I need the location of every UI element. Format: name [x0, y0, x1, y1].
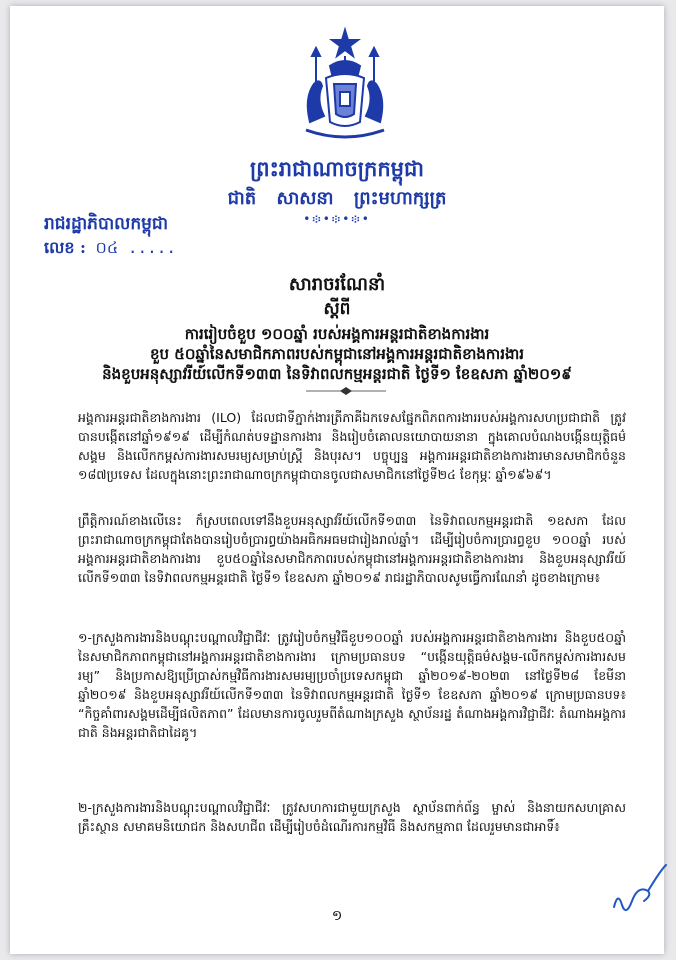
royal-coat-of-arms-icon: [286, 26, 404, 144]
title-divider-ornament: [306, 387, 386, 395]
paragraph-item-2: ២-ក្រសួងការងារនិងបណ្តុះបណ្តាលវិជ្ជាជីវៈ ត្រូវសហការជាមួយក្រសួង ស្ថាប័នពាក់ព័ន្ធ ម្ចាស់ និងនាយកសហគ្រាស គ្រឹះស្ថាន សមាគមនិយោជក និងសហជីព ដើម្បីរៀបចំដំណើរការកម្មវិធី និងសកម្មភាព ដែលរួមមានជាអាទិ៍៖: [78, 800, 626, 834]
handwritten-initial-mark: [608, 861, 668, 921]
title-subject-label: ស្តីពី: [323, 299, 351, 319]
title-line-2: ខួប ៥០ឆ្នាំនៃសមាជិកភាពរបស់កម្ពុជានៅអង្គការអន្តរជាតិខាងការងារ: [150, 345, 524, 363]
header-ornament: •፨•፨•፨•: [303, 212, 371, 226]
document-page: [10, 6, 664, 954]
paragraph-context: ព្រឹត្តិការណ៍ខាងលើនេះ ក៏ស្របពេលទៅនឹងខួបអនុស្សាវរីយ៍លើកទី១៣៣ នៃទិវាពលកម្មអន្តរជាតិ ១ឧសភា ដែលព្រះរាជាណាចក្រកម្ពុជាតែងបានរៀបចំប្រារព្ធយ៉ាងអធិកអធមជារៀងរាល់ឆ្នាំ។ ដើម្បីរៀបចំការប្រារព្ធខួប ១០០ឆ្នាំ របស់អង្គការអន្តរជាតិខាងការងារ ខួប៥០ឆ្នាំនៃសមាជិកភាពរបស់កម្ពុជានៅអង្គការអន្តរជាតិខាងការងារ និងខួបអនុស្សាវរីយ៍លើកទី១៣៣ នៃទិវាពលកម្មអន្តរជាតិ ថ្ងៃទី១ ខែឧសភា ឆ្នាំ២០១៩ រាជរដ្ឋាភិបាលសូមធ្វើការណែនាំ ដូចខាងក្រោម៖: [78, 513, 626, 585]
paragraph-intro: អង្គការអន្តរជាតិខាងការងារ (ILO) ដែលជាទីភ្នាក់ងារត្រីភាគីឯកទេសផ្នែកពិភពការងាររបស់អង្គការសហប្រជាជាតិ ត្រូវបានបង្កើតនៅឆ្នាំ១៩១៩ ដើម្បីកំណត់បទដ្ឋានការងារ និងរៀបចំគោលនយោបាយនានា ក្នុងគោលបំណងបង្កើនយុត្តិធម៌សង្គម និងលើកកម្ពស់ការងារសមរម្យសម្រាប់ស្ត្រី និងបុរស។ បច្ចុប្បន្ន អង្គការអន្តរជាតិខាងការងារមានសមាជិកចំនួន ១៨៧ប្រទេស ដែលក្នុងនោះព្រះរាជាណាចក្រកម្ពុជាបានចូលជាសមាជិកនៅថ្ងៃទី២៤ ខែកុម្ភៈ ឆ្នាំ១៩៦៩។: [78, 410, 626, 482]
national-motto: ជាតិ សាសនា ព្រះមហាក្សត្រ: [227, 188, 447, 209]
reference-number: [44, 237, 176, 261]
title-line-1: ការរៀបចំខួប ១០០ឆ្នាំ របស់អង្គការអន្តរជាតិខាងការងារ: [184, 325, 490, 343]
document-title: សារាចរណែនាំ: [288, 274, 386, 295]
page-number: ១: [331, 908, 343, 924]
kingdom-name: ព្រះរាជាណាចក្រកម្ពុជា: [249, 156, 424, 181]
reference-value: ០៤ .....: [95, 238, 176, 257]
paragraph-item-1: ១-ក្រសួងការងារនិងបណ្តុះបណ្តាលវិជ្ជាជីវៈ ត្រូវរៀបចំកម្មវិធីខួប១០០ឆ្នាំ របស់អង្គការអន្តរជាតិខាងការងារ និងខួប៥០ឆ្នាំនៃសមាជិកភាពកម្ពុជានៅអង្គការអន្តរជាតិខាងការងារ ក្រោមប្រធានបទ “បង្កើនយុត្តិធម៌សង្គម-លើកកម្ពស់ការងារសមរម្យ” និងប្រកាសឱ្យប្រើប្រាស់កម្មវិធីការងារសមរម្យប្រចាំប្រទេសកម្ពុជា ឆ្នាំ២០១៩-២០២៣ នៅថ្ងៃទី២៨ ខែមីនា ឆ្នាំ២០១៩ និងខួបអនុស្សាវរីយ៍លើកទី១៣៣ នៃទិវាពលកម្មអន្តរជាតិ ថ្ងៃទី១ ខែឧសភា ឆ្នាំ២០១៩ ក្រោមប្រធានបទ៖ “កិច្ចគាំពារសង្គមដើម្បីផលិតភាព” ដែលមានការចូលរួមពីតំណាងក្រសួង ស្ថាប័នរដ្ឋ តំណាងអង្គការវិជ្ជាជីវៈ តំណាងអង្គការជាតិ និងអន្តរជាតិជាដៃគូ។: [78, 630, 626, 740]
reference-label: លេខ :: [44, 238, 86, 257]
government-name: រាជរដ្ឋាភិបាលកម្ពុជា: [44, 214, 169, 234]
title-line-3: និងខួបអនុស្សាវរីយ៍លើកទី១៣៣ នៃទិវាពលកម្មអន្តរជាតិ ថ្ងៃទី១ ខែឧសភា ឆ្នាំ២០១៩: [102, 365, 572, 383]
